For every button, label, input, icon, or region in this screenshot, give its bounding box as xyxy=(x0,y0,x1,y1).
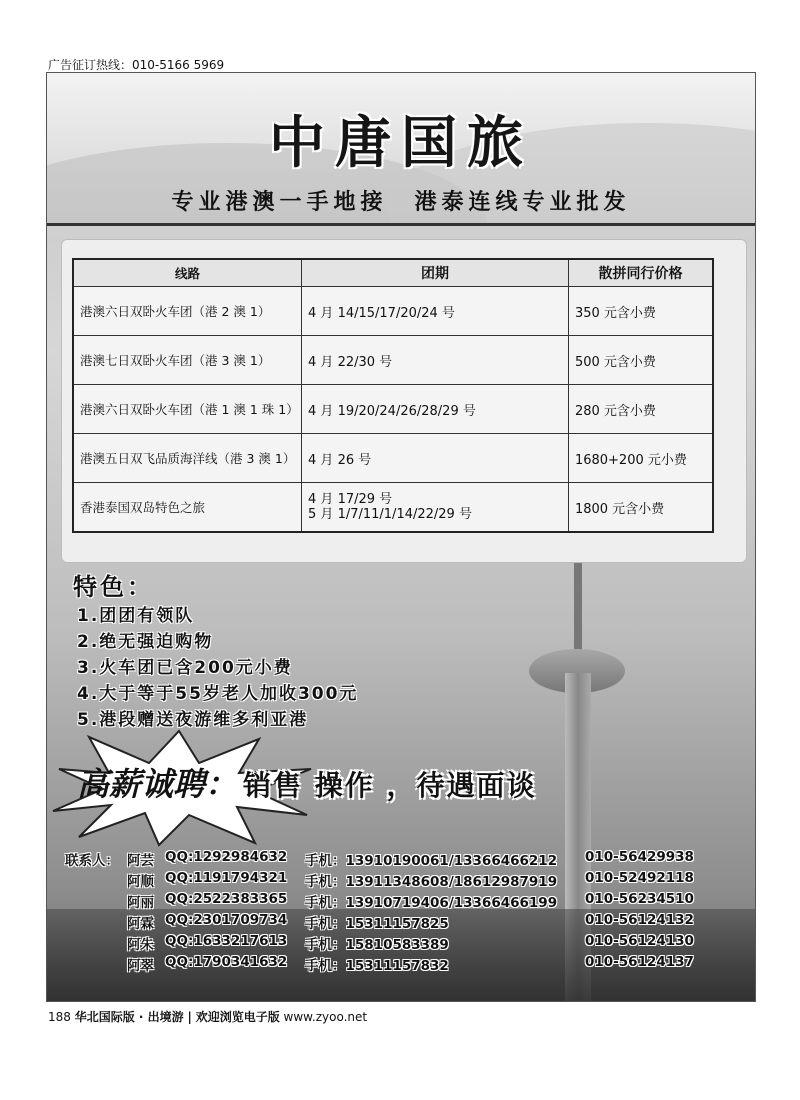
dates-cell: 4 月 19/20/24/26/28/29 号 xyxy=(302,385,569,434)
list-item: 2.绝无强迫购物 xyxy=(77,632,214,652)
route-cell: 港澳五日双飞品质海洋线（港 3 澳 1） xyxy=(73,434,302,483)
contact-phone: 010-56234510 xyxy=(585,891,694,907)
contact-name: 阿芸 xyxy=(127,853,154,869)
list-item: 5.港段赠送夜游维多利亚港 xyxy=(77,710,309,730)
price-table xyxy=(72,258,714,533)
route-cell: 港澳六日双卧火车团（港 2 澳 1） xyxy=(73,287,302,336)
route-cell: 港澳六日双卧火车团（港 1 澳 1 珠 1） xyxy=(73,385,302,434)
contact-phone: 010-56124137 xyxy=(585,954,694,970)
contact-phone: 010-56429938 xyxy=(585,849,694,865)
page-footer xyxy=(48,1008,367,1025)
table-row xyxy=(73,483,713,533)
price-table-panel xyxy=(61,239,747,563)
contact-phone: 010-52492118 xyxy=(585,870,694,886)
contacts-label: 联系人： xyxy=(65,853,119,869)
date-line: 5 月 1/7/11/1/14/22/29 号 xyxy=(308,507,472,522)
divider xyxy=(47,223,755,226)
dates-cell xyxy=(302,483,569,533)
footer-separator: | xyxy=(187,1010,192,1024)
contact-qq: QQ:1633217613 xyxy=(165,933,288,949)
price-cell: 1680+200 元小费 xyxy=(568,434,713,483)
contact-phone: 010-56124130 xyxy=(585,933,694,949)
header-route: 线路 xyxy=(73,259,302,287)
features-title: 特色： xyxy=(73,573,154,601)
dates-cell: 4 月 14/15/17/20/24 号 xyxy=(302,287,569,336)
price-cell: 350 元含小费 xyxy=(568,287,713,336)
contact-name: 阿顺 xyxy=(127,874,154,890)
table-row xyxy=(73,434,713,483)
contact-name: 阿丽 xyxy=(127,895,154,911)
contact-mobile: 手机：15311157825 xyxy=(305,916,449,932)
contact-qq: QQ:1292984632 xyxy=(165,849,288,865)
contact-mobile: 手机：15311157832 xyxy=(305,958,449,974)
contact-name: 阿翠 xyxy=(127,958,154,974)
hotline: 广告征订热线：010-5166 5969 xyxy=(48,58,225,72)
page-number: 188 xyxy=(48,1010,71,1024)
route-cell: 香港泰国双岛特色之旅 xyxy=(73,483,302,533)
hiring-text: 销售 操作 ，待遇面谈 xyxy=(243,769,537,802)
brand-title: 中唐国旅 xyxy=(269,110,533,176)
contact-mobile: 手机：13910719406/13366466199 xyxy=(305,895,558,911)
contact-name: 阿霖 xyxy=(127,916,154,932)
price-cell: 1800 元含小费 xyxy=(568,483,713,533)
advertisement xyxy=(46,72,756,1002)
header-banner xyxy=(47,73,755,225)
list-item: 4.大于等于55岁老人加收300元 xyxy=(77,684,359,704)
table-row xyxy=(73,287,713,336)
date-line: 4 月 17/29 号 xyxy=(308,492,393,507)
contact-qq: QQ:2301709734 xyxy=(165,912,288,928)
contact-qq: QQ:1790341632 xyxy=(165,954,288,970)
website-link[interactable]: www.zyoo.net xyxy=(283,1010,368,1024)
dates-cell: 4 月 22/30 号 xyxy=(302,336,569,385)
list-item: 3.火车团已含200元小费 xyxy=(77,658,293,678)
table-row xyxy=(73,385,713,434)
contact-phone: 010-56124132 xyxy=(585,912,694,928)
slogan: 专业港澳一手地接 港泰连线专业批发 xyxy=(171,190,631,215)
contact-qq: QQ:2522383365 xyxy=(165,891,288,907)
table-row xyxy=(73,336,713,385)
contact-mobile: 手机：13911348608/18612987919 xyxy=(305,874,558,890)
features-list xyxy=(77,603,358,733)
contact-mobile: 手机：15810583389 xyxy=(305,937,449,953)
list-item: 1.团团有领队 xyxy=(77,606,195,626)
tower-spire xyxy=(574,563,582,653)
edition-label: 华北国际版 · 出境游 xyxy=(74,1010,184,1024)
header-price: 散拼同行价格 xyxy=(568,259,713,287)
browse-label: 欢迎浏览电子版 xyxy=(195,1010,280,1024)
hiring-banner xyxy=(77,759,537,805)
contact-name: 阿朱 xyxy=(127,937,154,953)
contact-qq: QQ:1191794321 xyxy=(165,870,288,886)
header-dates: 团期 xyxy=(302,259,569,287)
price-cell: 500 元含小费 xyxy=(568,336,713,385)
contact-mobile: 手机：13910190061/13366466212 xyxy=(305,853,558,869)
price-cell: 280 元含小费 xyxy=(568,385,713,434)
route-cell: 港澳七日双卧火车团（港 3 澳 1） xyxy=(73,336,302,385)
hiring-title: 高薪诚聘： xyxy=(77,765,238,803)
dates-cell: 4 月 26 号 xyxy=(302,434,569,483)
table-header-row xyxy=(73,259,713,287)
